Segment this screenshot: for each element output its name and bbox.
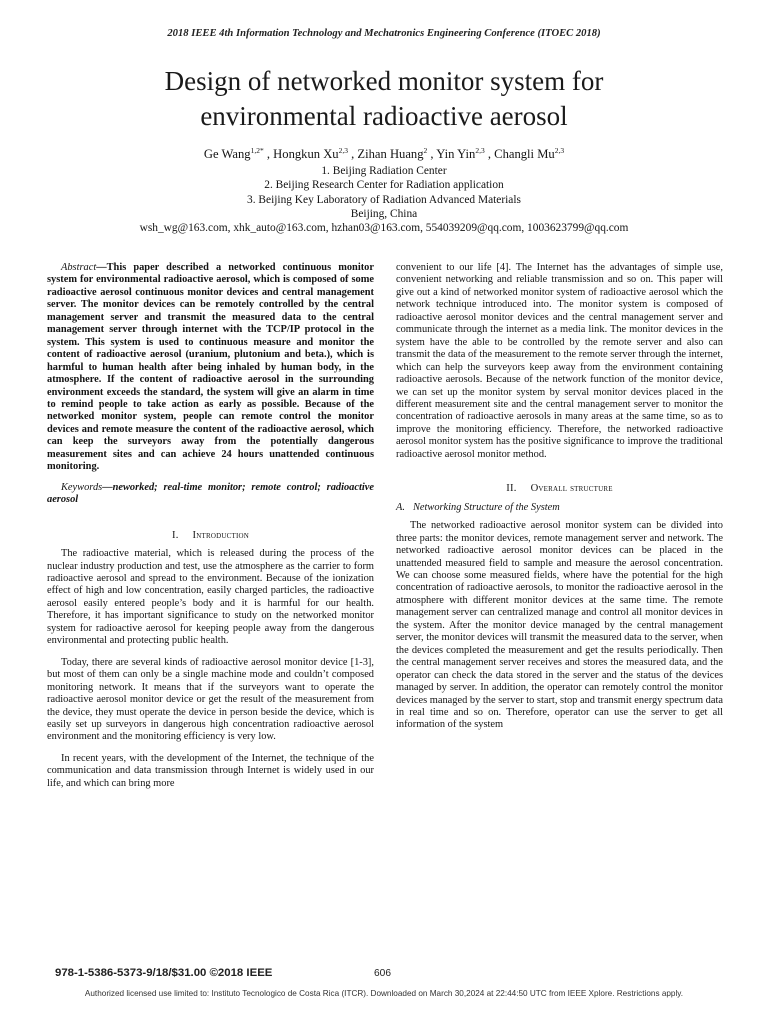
section-title: Overall structure bbox=[530, 483, 613, 495]
abstract-text: —This paper described a networked continuous monitor system for environmental radioactive aerosol, which is composed of some radioactive aerosol continuous monitor devices and central management server. The monitor devices can be remotely controlled by the central management server and transmit the measured data to the central management server through internet with the TCP/IP protocol in the system. This system is used to continuous measure and monitor the content of radioactive aerosol (uranium, plutonium and beta.), which is harmful to human health after being inhaled by human body, in the atmosphere. If the content of radioactive aerosol in the surrounding environment exceeds the standard, the system will give an alarm in time to remind people to take action as early as possible. Because of the networked monitor system, people can remote control the monitor devices and remote measure the content of the radioactive aerosol, which can keep the surveyors away from the potentially dangerous measurement sites and can achieve 24 hours unattended continuous monitoring. bbox=[47, 262, 374, 473]
author-separator: , bbox=[347, 147, 355, 161]
section-heading-overall-structure bbox=[396, 483, 723, 495]
affiliation-line: 3. Beijing Key Laboratory of Radiation Advanced Materials bbox=[247, 193, 521, 206]
conference-header: 2018 IEEE 4th Information Technology and Mechatronics Engineering Conference (ITOEC 2018) bbox=[167, 28, 601, 39]
author-name: Changli Mu bbox=[494, 147, 555, 161]
keywords-label: Keywords bbox=[61, 481, 103, 493]
body-paragraph: The radioactive material, which is released during the process of the nuclear industry production and test, use the atmosphere as the carrier to form radioactive aerosol and spread to the environment. Because of the ionization effect of high and low concentration, easily charged particles, the radioactive aerosol easily entered people’s body and it is harmful for our health. Therefore, it has important significance to study on the networked monitor system for radioactive aerosol for keeping people away from the dangerous environmental and protecting public health. bbox=[47, 548, 374, 647]
author-emails: wsh_wg@163.com, xhk_auto@163.com, hzhan03@163.com, 554039209@qq.com, 1003623799@qq.com bbox=[139, 222, 629, 235]
right-column bbox=[396, 262, 723, 732]
author-separator: , bbox=[263, 147, 271, 161]
author-list bbox=[0, 146, 768, 162]
paper-title-line-1: Design of networked monitor system for bbox=[164, 66, 604, 96]
subsection-title: Networking Structure of the System bbox=[412, 501, 560, 513]
left-column bbox=[47, 262, 374, 790]
abstract-label: Abstract bbox=[61, 262, 97, 273]
body-paragraph-continued: convenient to our life [4]. The Internet has the advantages of simple use, convenient networking and reliable transmission and so on. This paper will give out a kind of networked monitor system of radioactive aerosol which the network technique introduced into. The monitor system is composed of radioactive aerosol monitor devices and the central management server and communicate through the internet as a media link. The monitor devices in the system have the able to be controlled by the remote server and also can transmit the data of the measurement to the remote server through the internet, which can help the surveyors keep away from the environment containing radioactive aerosols. Because of the network function of the monitor device, we can set up the monitor system by serval monitor devices placed in the different measurement site and the central management server to monitor the concentration of radioactive aerosols in many areas at the same time, so as to improve the monitoring efficiency. Therefore, the networked radioactive aerosol monitor system has the positive significance to improve the traditional radioactive aerosol monitor method. bbox=[396, 262, 723, 460]
section-number: II. bbox=[506, 483, 517, 495]
author-name: Hongkun Xu bbox=[273, 147, 339, 161]
body-paragraph: In recent years, with the development of the Internet, the technique of the communication and data transmission through Internet is widely used in our life, and which can bring more bbox=[47, 752, 374, 789]
author-name: Zihan Huang bbox=[357, 147, 424, 161]
body-paragraph: The networked radioactive aerosol monitor system can be divided into three parts: the monitor devices, remote management server and network. The networked radioactive aerosol monitor devices can be placed in the unattended measured field to sample and measure the aerosol concentration. We can choose some measured fields, where have the potential for the high concentration of radioactive aerosols, to monitor the radioactive aerosol in the atmosphere with different monitor devices at the same time. The remote management server can centralized manage and control all monitor devices in the system. After the monitor device managed by the central management server, the monitor devices will transmit the measured data to the server, when the devices completed the measurement and get the results periodically. Then the central management server receives and stores the measured data, and the operator can check the data stored in the server and the status of the devices managed by server. In addition, the operator can remotely control the monitor devices managed by the server to start, stop and transmit energy spectrum data in real time and so on. Therefore, operator can use the server to get all information of the system bbox=[396, 520, 723, 731]
author-affiliation-mark: 2,3 bbox=[475, 146, 485, 155]
author-separator: , bbox=[484, 147, 492, 161]
keywords bbox=[47, 482, 374, 507]
paper-title-line-2: environmental radioactive aerosol bbox=[200, 101, 568, 131]
affiliation-location: Beijing, China bbox=[350, 207, 418, 220]
author-affiliation-mark: 2,3 bbox=[554, 146, 565, 155]
author-affiliation-mark: 2 bbox=[423, 146, 428, 155]
author-separator: , bbox=[427, 147, 434, 161]
author-name: Ge Wang bbox=[203, 147, 251, 161]
paper-title bbox=[0, 64, 768, 134]
license-notice: Authorized licensed use limited to: Instituto Tecnologico de Costa Rica (ITCR). Downloaded on March 30,2024 at 22:44:50 UTC from IEEE Xplore. Restrictions apply. bbox=[84, 989, 684, 998]
subsection-heading bbox=[396, 502, 723, 514]
affiliation-line: 1. Beijing Radiation Center bbox=[321, 165, 447, 177]
section-title: Introduction bbox=[192, 529, 250, 541]
body-paragraph: Today, there are several kinds of radioactive aerosol monitor device [1-3], but most of them can only be a single machine mode and couldn’t composed monitoring network. It means that if the surveyors want to operate the radioactive aerosol monitor device or get the result of the measurement from the device, they must operate the device in person beside the device, which is easily set up surveyors in dangerous high concentration radioactive aerosol environment and the monitoring efficiency is very low. bbox=[47, 656, 374, 743]
keywords-text: —neworked; real-time monitor; remote control; radioactive aerosol bbox=[47, 481, 374, 506]
affiliation-block bbox=[0, 164, 768, 235]
footer-isbn: 978-1-5386-5373-9/18/$31.00 ©2018 IEEE bbox=[55, 967, 273, 979]
author-name: Yin Yin bbox=[436, 147, 476, 161]
page-number: 606 bbox=[374, 968, 391, 979]
author-affiliation-mark: 2,3 bbox=[338, 146, 348, 155]
subsection-label: A. bbox=[396, 501, 405, 513]
abstract bbox=[47, 262, 374, 474]
section-heading-introduction bbox=[47, 530, 374, 542]
author-affiliation-mark: 1,2* bbox=[250, 146, 264, 155]
section-number: I. bbox=[171, 529, 179, 541]
affiliation-line: 2. Beijing Research Center for Radiation application bbox=[264, 179, 504, 192]
